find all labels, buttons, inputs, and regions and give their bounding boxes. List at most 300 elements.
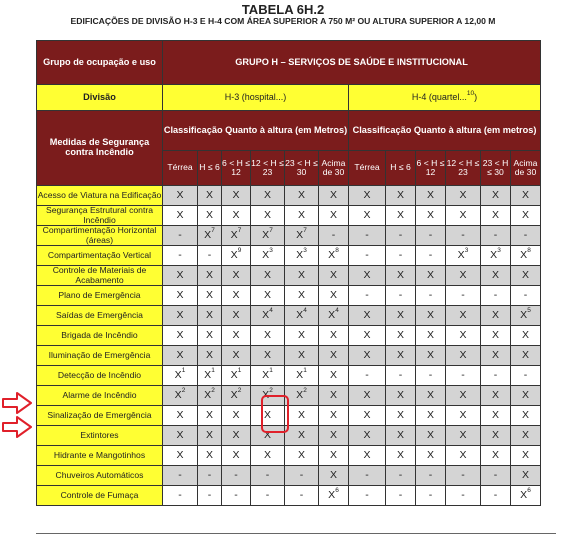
cell-value: X bbox=[176, 408, 184, 421]
cell-value: X bbox=[521, 468, 529, 481]
table-cell bbox=[319, 266, 349, 286]
table-cell bbox=[251, 266, 285, 286]
cell-value: - bbox=[523, 228, 528, 241]
cell-value: X bbox=[232, 308, 240, 321]
table-cell bbox=[481, 366, 511, 386]
cell-value: - bbox=[365, 468, 369, 481]
cell-value: X bbox=[176, 428, 184, 441]
height-column-header: Acima de 30 bbox=[511, 151, 541, 186]
table-cell bbox=[163, 226, 198, 246]
table-cell bbox=[251, 366, 285, 386]
cell-value: X bbox=[263, 288, 271, 301]
table-cell bbox=[319, 366, 349, 386]
table-cell bbox=[222, 246, 251, 266]
table-cell bbox=[198, 266, 222, 286]
division-h4-end: ) bbox=[474, 91, 478, 102]
table-cell bbox=[163, 386, 198, 406]
cell-value: X bbox=[297, 348, 305, 361]
cell-footnote: 1 bbox=[237, 367, 242, 375]
table-cell bbox=[285, 266, 319, 286]
table-cell bbox=[285, 406, 319, 426]
table-cell bbox=[481, 226, 511, 246]
cell-value: X bbox=[459, 308, 467, 321]
table-cell bbox=[198, 326, 222, 346]
cell-value: X bbox=[329, 428, 337, 441]
cell-value: X bbox=[396, 388, 404, 401]
cell-value: - bbox=[178, 248, 182, 261]
table-cell bbox=[285, 346, 319, 366]
table-cell bbox=[198, 446, 222, 466]
table-cell bbox=[511, 466, 541, 486]
table-cell bbox=[163, 406, 198, 426]
cell-value: X bbox=[457, 248, 465, 261]
cell-value: - bbox=[299, 468, 304, 481]
table-cell bbox=[285, 286, 319, 306]
cell-value: X bbox=[296, 248, 304, 261]
cell-value: X bbox=[297, 428, 305, 441]
table-cell bbox=[285, 326, 319, 346]
cell-value: X bbox=[176, 268, 184, 281]
cell-footnote: 3 bbox=[303, 247, 307, 255]
cell-footnote: 2 bbox=[237, 387, 242, 395]
table-cell bbox=[285, 306, 319, 326]
table-cell bbox=[198, 406, 222, 426]
measure-label: Detecção de Incêndio bbox=[37, 366, 163, 386]
cell-value: X bbox=[426, 268, 434, 281]
table-cell bbox=[222, 326, 251, 346]
cell-value: X bbox=[363, 268, 371, 281]
cell-value: X bbox=[363, 448, 371, 461]
cell-value: - bbox=[299, 488, 304, 501]
cell-value: X bbox=[329, 408, 337, 421]
cell-value: X bbox=[363, 388, 371, 401]
cell-footnote: 4 bbox=[303, 307, 307, 315]
cell-value: X bbox=[363, 408, 371, 421]
table-cell bbox=[416, 306, 446, 326]
cell-value: X bbox=[459, 268, 467, 281]
cell-value: X bbox=[263, 188, 271, 201]
cell-value: X bbox=[459, 428, 467, 441]
bottom-rule bbox=[36, 533, 556, 534]
table-cell bbox=[163, 446, 198, 466]
cell-footnote: 1 bbox=[211, 367, 215, 375]
table-row bbox=[37, 446, 541, 466]
table-cell bbox=[481, 246, 511, 266]
table-cell bbox=[285, 366, 319, 386]
table-row bbox=[37, 186, 541, 206]
cell-value: - bbox=[461, 288, 465, 301]
table-cell bbox=[511, 286, 541, 306]
cell-value: - bbox=[428, 248, 433, 261]
cell-value: X bbox=[297, 408, 305, 421]
table-cell bbox=[319, 246, 349, 266]
table-cell bbox=[416, 266, 446, 286]
cell-value: X bbox=[363, 188, 371, 201]
cell-value: X bbox=[262, 388, 270, 401]
table-cell bbox=[511, 366, 541, 386]
cell-value: X bbox=[426, 388, 434, 401]
table-cell bbox=[446, 286, 481, 306]
table-cell bbox=[222, 286, 251, 306]
cell-value: X bbox=[329, 448, 337, 461]
cell-value: X bbox=[459, 348, 467, 361]
cell-value: X bbox=[205, 188, 213, 201]
table-row bbox=[37, 326, 541, 346]
cell-footnote: 1 bbox=[181, 367, 186, 375]
cell-value: X bbox=[204, 388, 212, 401]
table-cell bbox=[285, 426, 319, 446]
cell-value: - bbox=[365, 488, 369, 501]
table-row bbox=[37, 486, 541, 506]
table-cell bbox=[416, 406, 446, 426]
table-cell bbox=[198, 386, 222, 406]
cell-footnote: 7 bbox=[269, 227, 273, 235]
cell-value: X bbox=[491, 448, 499, 461]
measure-label: Segurança Estrutural contra Incêndio bbox=[37, 206, 163, 226]
table-cell bbox=[222, 426, 251, 446]
table-cell bbox=[416, 186, 446, 206]
table-cell bbox=[319, 386, 349, 406]
table-cell bbox=[198, 346, 222, 366]
division-h3: H-3 (hospital...) bbox=[163, 85, 349, 111]
cell-value: - bbox=[398, 228, 403, 241]
cell-value: X bbox=[328, 488, 336, 501]
table-cell bbox=[349, 286, 386, 306]
division-h4-text: H-4 (quartel... bbox=[411, 91, 467, 102]
table-cell bbox=[481, 286, 511, 306]
cell-value: X bbox=[174, 388, 182, 401]
table-cell bbox=[511, 326, 541, 346]
cell-value: X bbox=[396, 348, 404, 361]
cell-value: X bbox=[521, 208, 529, 221]
cell-value: X bbox=[363, 428, 371, 441]
table-cell bbox=[386, 406, 416, 426]
cell-value: X bbox=[232, 408, 240, 421]
measure-label: Saídas de Emergência bbox=[37, 306, 163, 326]
table-cell bbox=[481, 386, 511, 406]
cell-value: X bbox=[491, 328, 499, 341]
height-column-header: 6 < H ≤ 12 bbox=[416, 151, 446, 186]
table-cell bbox=[386, 386, 416, 406]
table-cell bbox=[285, 246, 319, 266]
table-cell bbox=[446, 386, 481, 406]
height-column-header: 12 < H ≤ 23 bbox=[251, 151, 285, 186]
cell-value: - bbox=[428, 228, 433, 241]
table-cell bbox=[446, 446, 481, 466]
cell-value: X bbox=[297, 288, 305, 301]
cell-value: - bbox=[523, 368, 528, 381]
cell-value: X bbox=[491, 348, 499, 361]
cell-value: X bbox=[521, 428, 529, 441]
cell-value: - bbox=[493, 288, 498, 301]
table-cell bbox=[446, 326, 481, 346]
cell-value: X bbox=[262, 248, 270, 261]
cell-footnote: 3 bbox=[497, 247, 501, 255]
cell-value: X bbox=[263, 268, 271, 281]
height-column-header: Térrea bbox=[349, 151, 386, 186]
table-cell bbox=[511, 446, 541, 466]
cell-footnote: 1 bbox=[269, 367, 273, 375]
table-cell bbox=[198, 286, 222, 306]
cell-value: - bbox=[178, 228, 182, 241]
cell-value: X bbox=[176, 448, 184, 461]
cell-value: X bbox=[205, 328, 213, 341]
cell-value: X bbox=[263, 208, 271, 221]
measure-label: Hidrante e Mangotinhos bbox=[37, 446, 163, 466]
cell-value: X bbox=[426, 448, 434, 461]
table-cell bbox=[163, 326, 198, 346]
cell-value: X bbox=[396, 208, 404, 221]
table-row bbox=[37, 366, 541, 386]
table-cell bbox=[349, 246, 386, 266]
cell-footnote: 2 bbox=[211, 387, 215, 395]
cell-footnote: 1 bbox=[303, 367, 307, 375]
table-cell bbox=[416, 326, 446, 346]
cell-value: X bbox=[296, 228, 304, 241]
table-cell bbox=[349, 386, 386, 406]
height-column-header: H ≤ 6 bbox=[386, 151, 416, 186]
table-cell bbox=[222, 266, 251, 286]
table-cell bbox=[416, 446, 446, 466]
table-cell bbox=[163, 206, 198, 226]
cell-value: X bbox=[176, 308, 184, 321]
table-cell bbox=[222, 366, 251, 386]
cell-value: X bbox=[205, 288, 213, 301]
table-cell bbox=[319, 406, 349, 426]
cell-value: - bbox=[331, 228, 336, 241]
cell-value: - bbox=[398, 368, 403, 381]
measure-label: Controle de Materiais de Acabamento bbox=[37, 266, 163, 286]
table-cell bbox=[198, 226, 222, 246]
table-cell bbox=[511, 266, 541, 286]
table-cell bbox=[349, 306, 386, 326]
cell-footnote: 3 bbox=[269, 247, 273, 255]
table-cell bbox=[285, 226, 319, 246]
table-cell bbox=[163, 286, 198, 306]
cell-footnote: 6 bbox=[527, 487, 531, 495]
cell-value: - bbox=[398, 248, 403, 261]
cell-value: X bbox=[426, 188, 434, 201]
table-cell bbox=[446, 186, 481, 206]
table-cell bbox=[251, 226, 285, 246]
table-cell bbox=[163, 486, 198, 506]
table-cell bbox=[511, 206, 541, 226]
measure-label: Brigada de Incêndio bbox=[37, 326, 163, 346]
height-column-header: Acima de 30 bbox=[319, 151, 349, 186]
cell-footnote: 4 bbox=[269, 307, 273, 315]
table-cell bbox=[349, 366, 386, 386]
table-cell bbox=[446, 486, 481, 506]
table-cell bbox=[349, 406, 386, 426]
cell-footnote: 9 bbox=[237, 247, 242, 255]
cell-value: X bbox=[328, 248, 336, 261]
table-cell bbox=[386, 366, 416, 386]
table-cell bbox=[319, 446, 349, 466]
measure-label: Chuveiros Automáticos bbox=[37, 466, 163, 486]
table-cell bbox=[386, 246, 416, 266]
height-column-header: 23 < H ≤ 30 bbox=[481, 151, 511, 186]
cell-value: X bbox=[459, 208, 467, 221]
table-cell bbox=[511, 486, 541, 506]
table-cell bbox=[251, 446, 285, 466]
table-cell bbox=[386, 466, 416, 486]
cell-footnote: 7 bbox=[303, 227, 307, 235]
table-cell bbox=[481, 446, 511, 466]
table-cell bbox=[163, 466, 198, 486]
cell-footnote: 7 bbox=[211, 227, 215, 235]
table-cell bbox=[349, 426, 386, 446]
cell-value: - bbox=[365, 248, 369, 261]
table-cell bbox=[285, 206, 319, 226]
table-cell bbox=[222, 486, 251, 506]
table-cell bbox=[416, 366, 446, 386]
division-h4-sup: 10 bbox=[466, 89, 475, 97]
table-cell bbox=[163, 266, 198, 286]
cell-value: - bbox=[493, 368, 498, 381]
cell-value: X bbox=[232, 348, 240, 361]
table-cell bbox=[222, 446, 251, 466]
table-cell bbox=[319, 426, 349, 446]
cell-value: X bbox=[329, 288, 337, 301]
table-cell bbox=[251, 486, 285, 506]
cell-value: - bbox=[493, 468, 498, 481]
cell-value: - bbox=[461, 468, 465, 481]
table-cell bbox=[319, 346, 349, 366]
height-column-header: Térrea bbox=[163, 151, 198, 186]
table-cell bbox=[511, 186, 541, 206]
cell-value: - bbox=[398, 288, 403, 301]
cell-value: - bbox=[523, 288, 528, 301]
cell-value: X bbox=[329, 188, 337, 201]
table-cell bbox=[416, 426, 446, 446]
height-column-header: 6 < H ≤ 12 bbox=[222, 151, 251, 186]
cell-value: X bbox=[363, 308, 371, 321]
cell-value: - bbox=[207, 468, 212, 481]
table-cell bbox=[251, 246, 285, 266]
cell-value: X bbox=[263, 328, 271, 341]
cell-value: X bbox=[230, 388, 238, 401]
table-row bbox=[37, 226, 541, 246]
height-column-header: 23 < H ≤ 30 bbox=[285, 151, 319, 186]
cell-value: X bbox=[396, 308, 404, 321]
cell-value: - bbox=[461, 368, 465, 381]
table-cell bbox=[446, 346, 481, 366]
table-cell bbox=[251, 326, 285, 346]
cell-value: X bbox=[426, 328, 434, 341]
cell-value: X bbox=[176, 208, 184, 221]
table-cell bbox=[163, 366, 198, 386]
table-cell bbox=[319, 466, 349, 486]
cell-value: - bbox=[398, 468, 403, 481]
table-cell bbox=[416, 226, 446, 246]
table-cell bbox=[511, 346, 541, 366]
cell-value: X bbox=[232, 448, 240, 461]
cell-value: X bbox=[176, 328, 184, 341]
arrow-detection-icon bbox=[2, 392, 32, 414]
table-cell bbox=[416, 246, 446, 266]
cell-value: - bbox=[398, 488, 403, 501]
table-cell bbox=[319, 286, 349, 306]
table-cell bbox=[222, 406, 251, 426]
table-cell bbox=[319, 206, 349, 226]
measure-label: Iluminação de Emergência bbox=[37, 346, 163, 366]
group-label: Grupo de ocupação e uso bbox=[37, 41, 163, 85]
table-cell bbox=[511, 246, 541, 266]
cell-value: - bbox=[234, 468, 238, 481]
cell-value: X bbox=[459, 408, 467, 421]
cell-value: X bbox=[297, 208, 305, 221]
cell-value: X bbox=[520, 248, 528, 261]
table-cell bbox=[198, 366, 222, 386]
table-cell bbox=[285, 186, 319, 206]
table-cell bbox=[349, 226, 386, 246]
table-cell bbox=[481, 346, 511, 366]
cell-value: X bbox=[263, 448, 271, 461]
cell-value: X bbox=[491, 308, 499, 321]
cell-value: X bbox=[363, 208, 371, 221]
table-cell bbox=[285, 486, 319, 506]
table-cell bbox=[319, 306, 349, 326]
table-cell bbox=[198, 206, 222, 226]
table-cell bbox=[319, 186, 349, 206]
cell-value: X bbox=[230, 228, 238, 241]
cell-value: X bbox=[296, 308, 304, 321]
table-cell bbox=[416, 286, 446, 306]
cell-value: X bbox=[426, 408, 434, 421]
cell-value: X bbox=[329, 388, 337, 401]
cell-value: X bbox=[396, 408, 404, 421]
cell-value: X bbox=[491, 208, 499, 221]
table-cell bbox=[349, 206, 386, 226]
measure-label: Alarme de Incêndio bbox=[37, 386, 163, 406]
table-cell bbox=[349, 466, 386, 486]
table-cell bbox=[198, 466, 222, 486]
table-cell bbox=[446, 246, 481, 266]
cell-value: - bbox=[207, 488, 212, 501]
height-class-h4: Classificação Quanto à altura (em metros) bbox=[349, 111, 541, 151]
cell-value: X bbox=[205, 428, 213, 441]
cell-footnote: 3 bbox=[464, 247, 469, 255]
cell-value: X bbox=[426, 208, 434, 221]
measure-label: Compartimentação Vertical bbox=[37, 246, 163, 266]
height-class-h3: Classificação Quanto à altura (em Metros) bbox=[163, 111, 349, 151]
cell-value: X bbox=[263, 408, 271, 421]
cell-value: - bbox=[461, 228, 465, 241]
table-cell bbox=[386, 326, 416, 346]
cell-value: - bbox=[265, 488, 270, 501]
table-cell bbox=[251, 346, 285, 366]
table-cell bbox=[285, 386, 319, 406]
table-cell bbox=[319, 486, 349, 506]
cell-value: X bbox=[329, 328, 337, 341]
table-row bbox=[37, 266, 541, 286]
cell-footnote: 8 bbox=[527, 247, 531, 255]
cell-value: X bbox=[205, 268, 213, 281]
cell-value: X bbox=[230, 368, 238, 381]
cell-value: X bbox=[491, 408, 499, 421]
table-cell bbox=[198, 426, 222, 446]
cell-footnote: 2 bbox=[303, 387, 307, 395]
table-cell bbox=[386, 206, 416, 226]
cell-value: X bbox=[176, 188, 184, 201]
cell-value: X bbox=[459, 188, 467, 201]
division-h4 bbox=[349, 85, 541, 111]
table-cell bbox=[198, 306, 222, 326]
cell-value: X bbox=[426, 308, 434, 321]
table-title: TABELA 6H.2 bbox=[241, 2, 325, 17]
cell-value: X bbox=[396, 328, 404, 341]
cell-value: X bbox=[396, 188, 404, 201]
